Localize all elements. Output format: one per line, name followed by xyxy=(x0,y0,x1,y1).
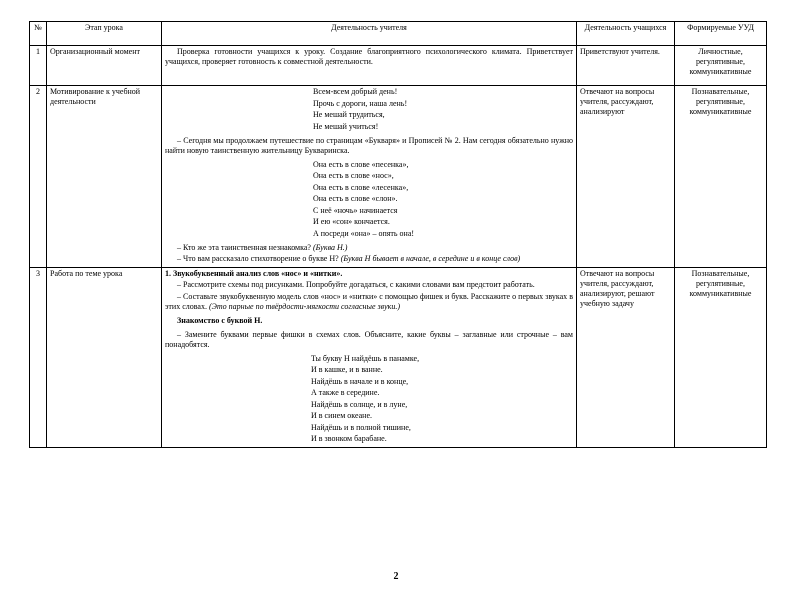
verse-line: С неё «ночь» начинается xyxy=(313,205,398,215)
verse-line: А также в середине. xyxy=(311,388,380,397)
table-row xyxy=(30,86,767,268)
row-number: 2 xyxy=(30,86,47,268)
paragraph-text: – Составьте звукобуквенную модель слов «нос» и «нитки» с помощью фишек и букв. Расскажите о первых звуках в этих словах. xyxy=(165,291,573,311)
table-row xyxy=(30,46,767,86)
verse-line: Всем-всем добрый день! xyxy=(313,87,398,96)
page-number: 2 xyxy=(393,571,399,582)
verse-line: А посреди «она» – опять она! xyxy=(313,228,415,238)
verse-line: Найдёшь в солнце, и в луне, xyxy=(311,399,408,409)
verse-line: Найдёшь в начале и в конце, xyxy=(311,376,409,386)
paragraph xyxy=(165,292,573,312)
question-text: – Кто же эта таинственная незнакомка? xyxy=(177,242,311,252)
paragraph-note: (Это парные по твёрдости-мягкости согласные звуки.) xyxy=(208,301,401,311)
uud-cell: Личностные, регулятивные, коммуникативные xyxy=(675,46,767,86)
row-number: 3 xyxy=(30,267,47,447)
question-text: – Что вам рассказало стихотворение о букве Н? xyxy=(177,254,339,263)
verse-line: Найдёшь и в полной тишине, xyxy=(311,422,411,432)
verse-line: И в кашке, и в ванне. xyxy=(311,365,383,374)
greeting-verse xyxy=(313,87,573,132)
header-teacher: Деятельность учителя xyxy=(162,22,577,46)
paragraph: – Рассмотрите схемы под рисунками. Попробуйте догадаться, с какими словами вам предстоит работать. xyxy=(177,280,535,289)
expected-answer: (Буква Н.) xyxy=(312,242,348,252)
paragraph: – Замените буквами первые фишки в схемах слов. Объясните, какие буквы – заглавные или строчные – вам понадобятся. xyxy=(165,329,573,349)
expected-answer: (Буква Н бывает в начале, в середине и в конце слов) xyxy=(340,254,521,263)
teacher-activity xyxy=(162,267,577,447)
header-stage: Этап урока xyxy=(47,22,162,46)
teacher-question xyxy=(165,243,573,253)
verse-line: И в синем океане. xyxy=(311,411,372,420)
section-heading: 1. Звукобуквенный анализ слов «нос» и «нитки». xyxy=(165,268,343,278)
teacher-intro: – Сегодня мы продолжаем путешествие по страницам «Букваря» и Прописей № 2. Нам сегодня обязательно нужно найти новую таинственную жительницу Букваринска. xyxy=(165,135,573,155)
header-students: Деятельность учащихся xyxy=(577,22,675,46)
lesson-plan-table xyxy=(29,21,767,448)
table-row xyxy=(30,267,767,447)
uud-cell: Познавательные, регулятивные, коммуникативные xyxy=(675,267,767,447)
verse-line: Она есть в слове «песенка», xyxy=(313,159,409,169)
verse-line: И в звонком барабане. xyxy=(311,434,387,443)
verse-line: Прочь с дороги, наша лень! xyxy=(313,98,408,108)
uud-cell: Познавательные, регулятивные, коммуникативные xyxy=(675,86,767,268)
riddle-verse xyxy=(313,160,573,239)
verse-line: Не мешай учиться! xyxy=(313,121,379,131)
student-activity: Отвечают на вопросы учителя, рассуждают, анализируют, решают учебную задачу xyxy=(577,267,675,447)
verse-line: Она есть в слове «нос», xyxy=(313,171,394,180)
teacher-question xyxy=(165,254,573,264)
stage-cell: Организационный момент xyxy=(47,46,162,86)
header-num: № xyxy=(30,22,47,46)
verse-line: И ею «сон» кончается. xyxy=(313,217,390,226)
verse-line: Ты букву Н найдёшь в панамке, xyxy=(311,353,420,363)
header-uud: Формируемые УУД xyxy=(675,22,767,46)
header-row xyxy=(30,22,767,46)
verse-line: Она есть в слове «слон». xyxy=(313,194,398,203)
verse-line: Не мешай трудиться, xyxy=(313,110,385,119)
student-activity: Приветствуют учителя. xyxy=(577,46,675,86)
section-subheading: Знакомство с буквой Н. xyxy=(177,315,263,325)
stage-cell: Мотивирование к учебной деятельности xyxy=(47,86,162,268)
letter-verse xyxy=(311,354,573,445)
teacher-activity xyxy=(162,86,577,268)
stage-cell: Работа по теме урока xyxy=(47,267,162,447)
student-activity: Отвечают на вопросы учителя, рассуждают, анализируют xyxy=(577,86,675,268)
verse-line: Она есть в слове «лесенка», xyxy=(313,182,409,192)
teacher-activity: Проверка готовности учащихся к уроку. Создание благоприятного психологического климата. Приветствует учащихся, проверяет готовность к совместной деятельности. xyxy=(162,46,577,86)
row-number: 1 xyxy=(30,46,47,86)
